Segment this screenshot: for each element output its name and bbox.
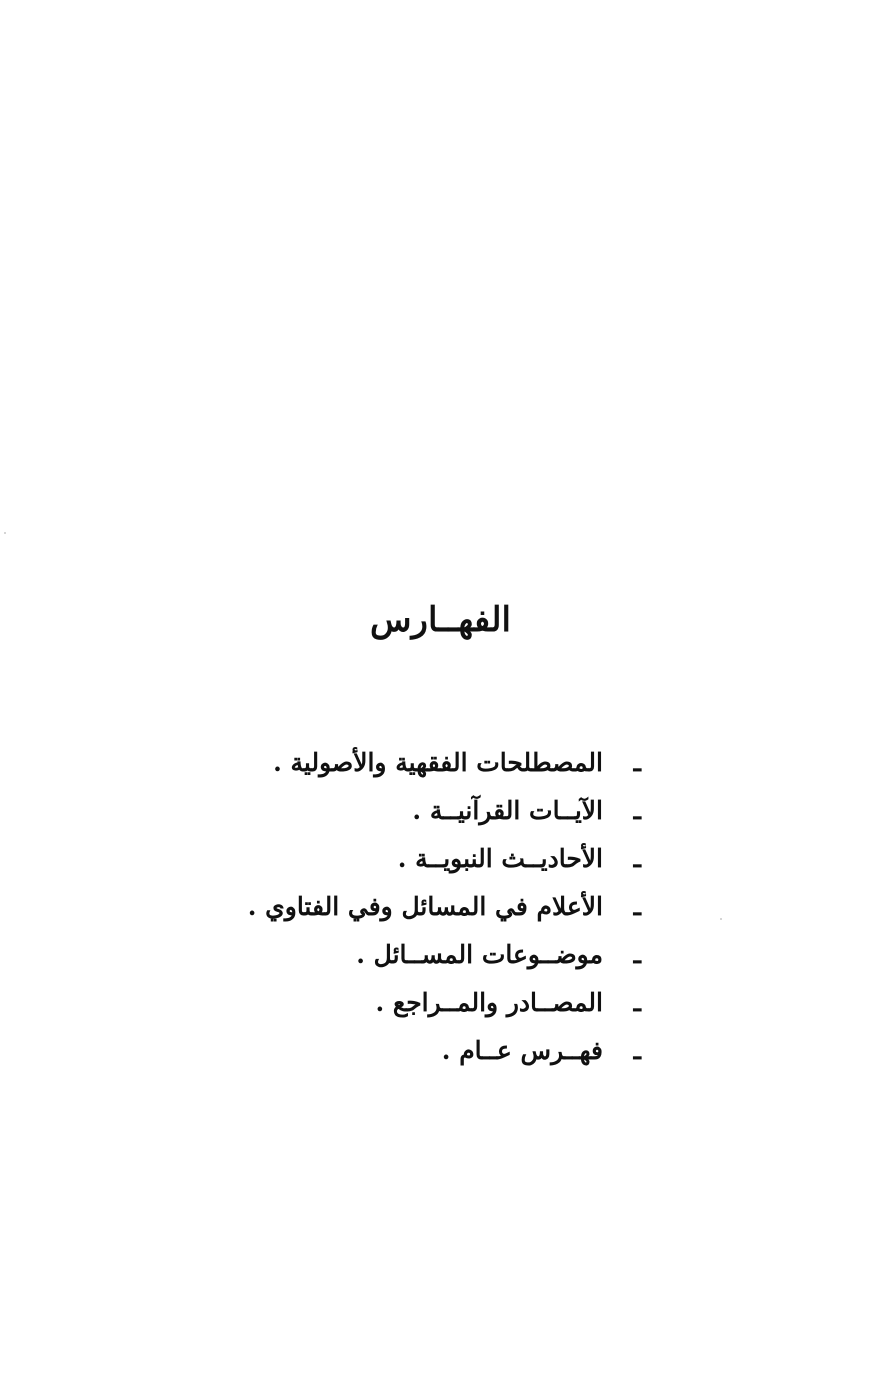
- list-item-text: فهــرس عــام .: [441, 1036, 603, 1065]
- list-item-text: الأحاديــث النبويــة .: [397, 844, 603, 873]
- list-item: [221, 748, 641, 796]
- list-marker: ـ: [633, 892, 641, 921]
- list-item: [221, 892, 641, 940]
- list-item: [221, 988, 641, 1036]
- list-marker: ـ: [633, 988, 641, 1017]
- list-marker: ـ: [633, 748, 641, 777]
- list-item-text: المصــادر والمــراجع .: [375, 988, 603, 1017]
- list-item-text: موضــوعات المســائل .: [356, 940, 603, 969]
- list-marker: ـ: [633, 844, 641, 873]
- list-item-text: المصطلحات الفقهية والأصولية .: [273, 748, 603, 777]
- list-marker: ـ: [633, 940, 641, 969]
- page-title: الفهــارس: [370, 600, 511, 640]
- index-list: [221, 748, 641, 1084]
- list-marker: ـ: [633, 1036, 641, 1065]
- list-item-text: الآيــات القرآنيــة .: [412, 796, 603, 825]
- list-item: [221, 796, 641, 844]
- list-item: [221, 1036, 641, 1084]
- list-marker: ـ: [633, 796, 641, 825]
- scan-speck: [720, 918, 722, 920]
- list-item: [221, 844, 641, 892]
- scan-speck: [4, 532, 6, 534]
- list-item-text: الأعلام في المسائل وفي الفتاوي .: [247, 892, 603, 921]
- list-item: [221, 940, 641, 988]
